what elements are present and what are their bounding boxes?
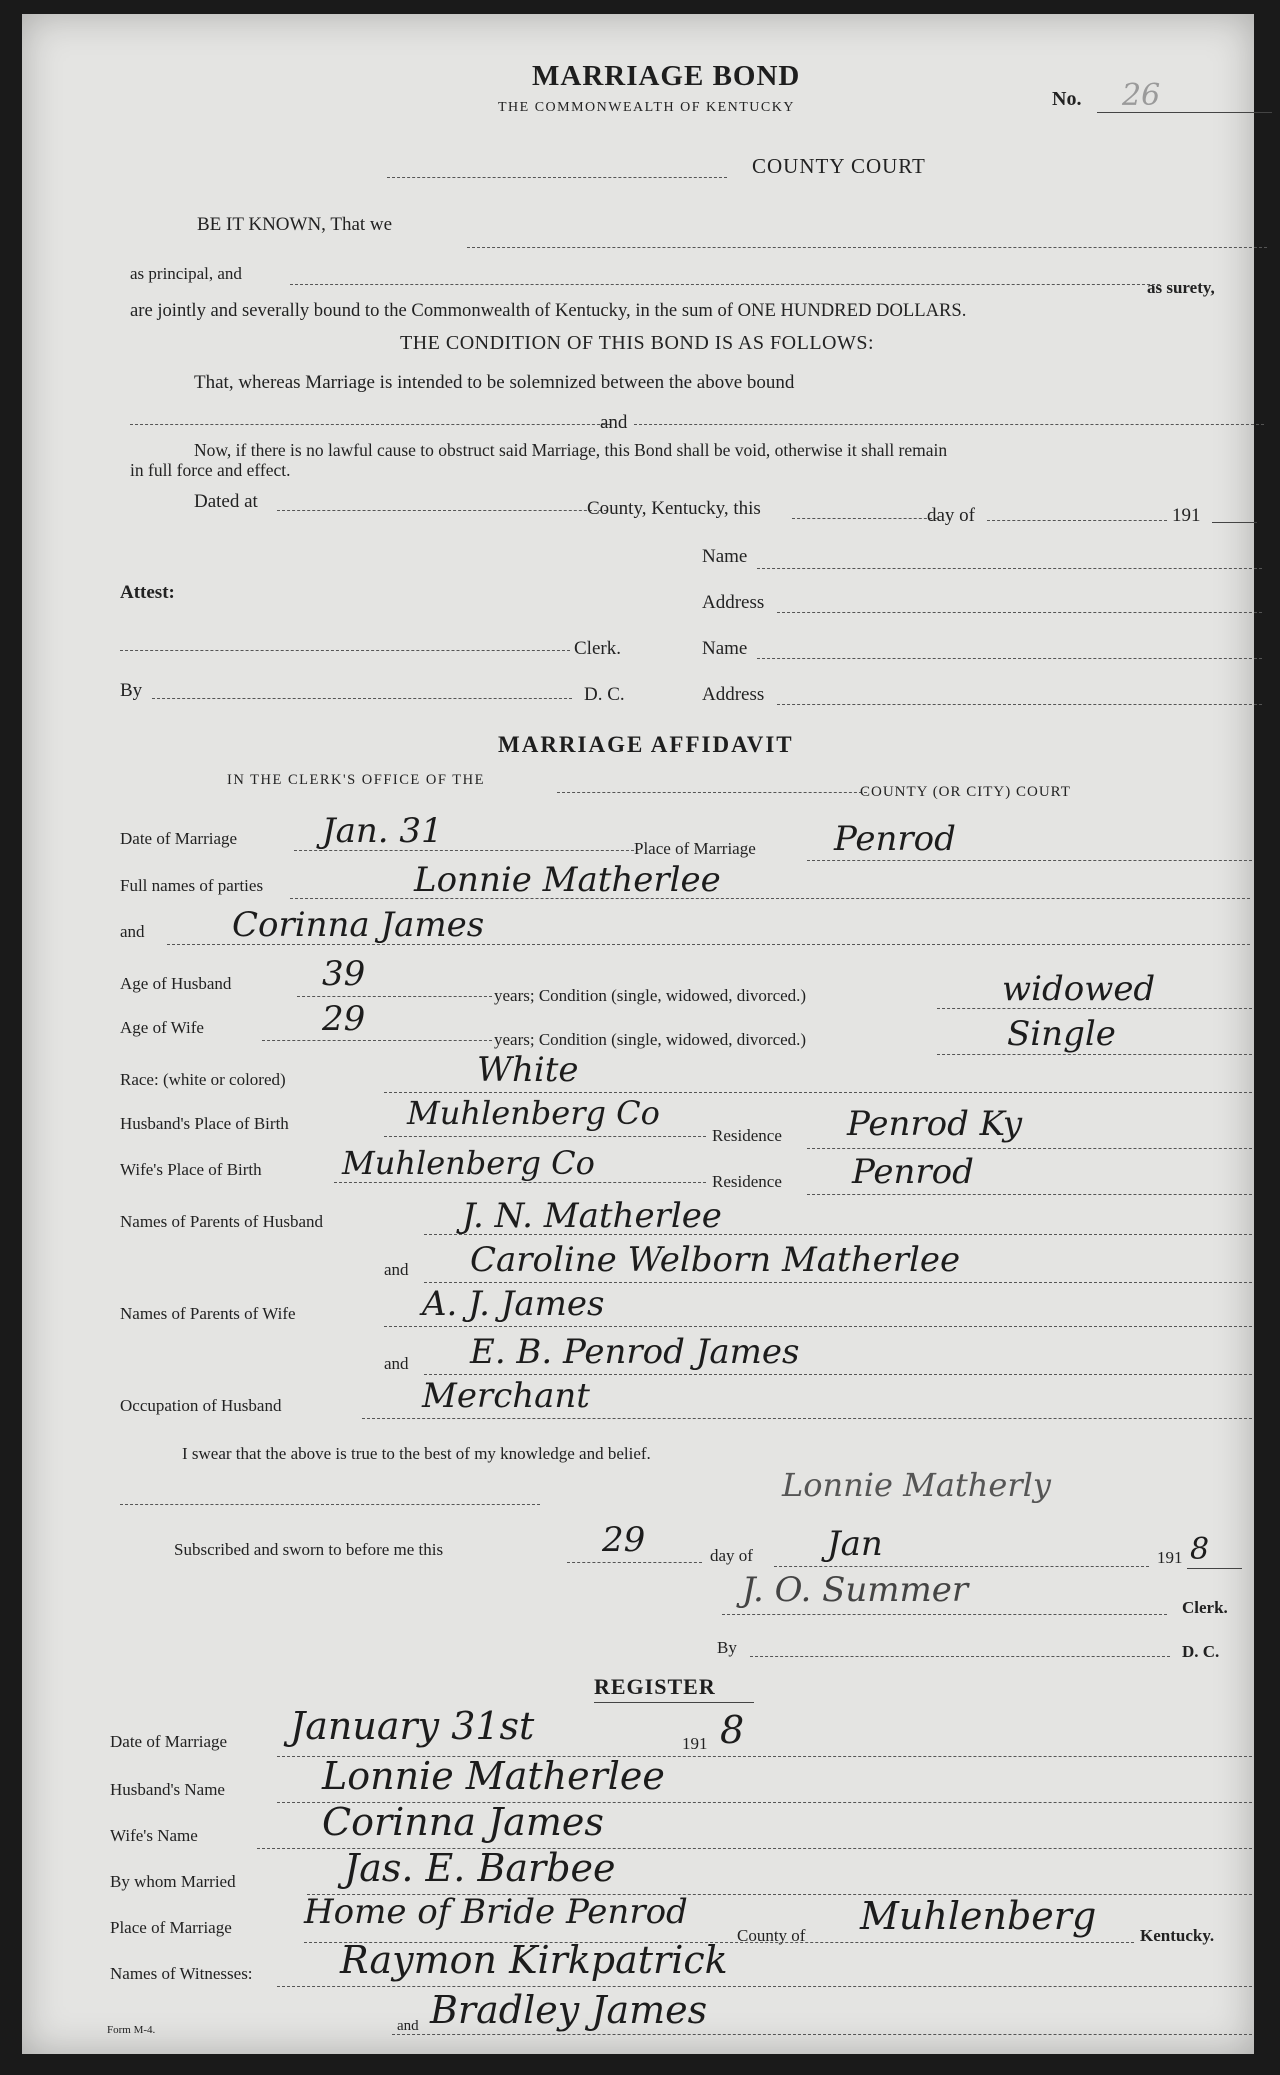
principal-name-line xyxy=(467,247,1267,248)
parents-wife-label: Names of Parents of Wife xyxy=(120,1304,296,1323)
wife-father-value: A. J. James xyxy=(422,1284,605,1324)
husband-birth-label: Husband's Place of Birth xyxy=(120,1114,289,1133)
whereas-text: That, whereas Marriage is intended to be solemnized between the above bound xyxy=(194,372,795,393)
surety-1-address-label: Address xyxy=(702,592,765,613)
attest-clerk-label: Clerk. xyxy=(574,638,621,659)
dated-year: 191 xyxy=(1172,505,1201,526)
clerk-signature: J. O. Summer xyxy=(742,1570,969,1610)
husband-condition-line xyxy=(937,1008,1252,1009)
dated-at-line xyxy=(277,510,607,511)
form-number: Form M-4. xyxy=(107,2024,156,2036)
register-date-value: January 31st xyxy=(290,1704,535,1748)
sworn-year-prefix: 191 xyxy=(1157,1548,1183,1567)
wife-father-line xyxy=(384,1326,1252,1327)
affidavit-clerk-label: Clerk. xyxy=(1182,1598,1228,1617)
dated-year-line xyxy=(1212,522,1257,523)
register-witness-1-line xyxy=(277,1986,1252,1987)
jointly-bound: are jointly and severally bound to the Commonwealth of Kentucky, in the sum of ONE HUNDRED DOLLARS. xyxy=(130,300,967,321)
bond-subtitle: THE COMMONWEALTH OF KENTUCKY xyxy=(498,100,795,115)
now-if-text: Now, if there is no lawful cause to obstruct said Marriage, this Bond shall be void, otherwise it shall remain xyxy=(194,440,948,460)
wife-years-condition: years; Condition (single, widowed, divorced.) xyxy=(494,1030,807,1049)
place-of-marriage-value: Penrod xyxy=(834,819,956,859)
age-wife-value: 29 xyxy=(322,999,366,1039)
party-one-line xyxy=(130,424,610,425)
affidavit-title: MARRIAGE AFFIDAVIT xyxy=(498,732,794,757)
date-of-marriage-line xyxy=(294,850,634,851)
wife-mother-and: and xyxy=(384,1354,409,1373)
surety-name-line xyxy=(290,284,1160,285)
sworn-year-suffix: 8 xyxy=(1190,1532,1210,1567)
wife-residence-line xyxy=(807,1194,1252,1195)
date-of-marriage-value: Jan. 31 xyxy=(322,811,443,851)
age-wife-label: Age of Wife xyxy=(120,1018,204,1037)
register-place-value: Home of Bride Penrod xyxy=(304,1892,688,1932)
wife-mother-line xyxy=(424,1374,1252,1375)
sworn-day-line xyxy=(567,1562,702,1563)
bond-number-value: 26 xyxy=(1122,78,1161,113)
husband-full-name: Lonnie Matherlee xyxy=(414,860,721,900)
subscribed-text: Subscribed and sworn to before me this xyxy=(174,1540,444,1559)
county-kentucky-this: County, Kentucky, this xyxy=(587,498,761,519)
wife-condition-value: Single xyxy=(1007,1014,1116,1054)
affidavit-by-line xyxy=(750,1656,1170,1657)
dated-at: Dated at xyxy=(194,491,258,512)
husband-father-line xyxy=(424,1234,1252,1235)
register-year-prefix: 191 xyxy=(682,1734,708,1753)
register-witness-2-line xyxy=(392,2034,1252,2035)
attest-clerk-line xyxy=(120,650,570,651)
wife-birth-value: Muhlenberg Co xyxy=(342,1144,595,1182)
race-value: White xyxy=(477,1050,579,1090)
full-names-and: and xyxy=(120,922,145,941)
surety-2-address-label: Address xyxy=(702,684,765,705)
husband-residence-value: Penrod Ky xyxy=(847,1104,1023,1144)
wife-full-name: Corinna James xyxy=(232,905,485,945)
sworn-year-line xyxy=(1187,1568,1242,1569)
wife-mother-value: E. B. Penrod James xyxy=(470,1332,800,1372)
sworn-month-value: Jan xyxy=(827,1524,883,1564)
full-force-text: in full force and effect. xyxy=(130,460,291,480)
condition-heading: THE CONDITION OF THIS BOND IS AS FOLLOWS: xyxy=(400,332,875,354)
bond-county-court: COUNTY COURT xyxy=(752,154,926,178)
occupation-value: Merchant xyxy=(422,1376,590,1416)
occupation-line xyxy=(362,1418,1252,1419)
whereas-and: and xyxy=(600,412,628,433)
husband-full-name-line xyxy=(290,898,1250,899)
dated-month-line xyxy=(987,520,1167,521)
affiant-line xyxy=(120,1504,540,1505)
register-date-label: Date of Marriage xyxy=(110,1732,228,1751)
date-of-marriage-label: Date of Marriage xyxy=(120,829,238,848)
husband-residence-label: Residence xyxy=(712,1126,782,1145)
dated-day-of: day of xyxy=(927,505,976,526)
husband-years-condition: years; Condition (single, widowed, divorced.) xyxy=(494,986,807,1005)
race-label: Race: (white or colored) xyxy=(120,1070,286,1089)
affidavit-by-label: By xyxy=(717,1638,737,1657)
register-by-whom-value: Jas. E. Barbee xyxy=(344,1846,616,1890)
bond-title: MARRIAGE BOND xyxy=(532,60,801,92)
husband-mother-value: Caroline Welborn Matherlee xyxy=(470,1240,961,1280)
register-place-label: Place of Marriage xyxy=(110,1918,232,1937)
register-by-whom-label: By whom Married xyxy=(110,1872,236,1891)
wife-condition-line xyxy=(937,1054,1252,1055)
sworn-day-value: 29 xyxy=(602,1520,646,1560)
dated-day-line xyxy=(792,518,937,519)
in-clerks-office: IN THE CLERK'S OFFICE OF THE xyxy=(227,772,485,788)
husband-birth-value: Muhlenberg Co xyxy=(407,1094,660,1132)
age-husband-label: Age of Husband xyxy=(120,974,232,993)
register-county-value: Muhlenberg xyxy=(860,1894,1097,1938)
as-principal: as principal, and xyxy=(130,264,242,283)
bond-by-line xyxy=(152,698,572,699)
place-of-marriage-line xyxy=(807,860,1252,861)
husband-residence-line xyxy=(807,1148,1252,1149)
register-year-suffix: 8 xyxy=(720,1708,745,1752)
bond-number-label: No. xyxy=(1052,88,1082,110)
sworn-month-line xyxy=(774,1566,1149,1567)
bond-dc-label: D. C. xyxy=(584,684,625,705)
parents-husband-label: Names of Parents of Husband xyxy=(120,1212,324,1231)
affidavit-county-line xyxy=(557,792,867,793)
surety-2-name-line xyxy=(757,658,1262,659)
wife-full-name-line xyxy=(167,944,1250,945)
register-witness-1: Raymon Kirkpatrick xyxy=(340,1938,728,1982)
husband-condition-value: widowed xyxy=(1002,969,1156,1009)
register-husband-value: Lonnie Matherlee xyxy=(322,1754,665,1798)
age-wife-line xyxy=(262,1040,492,1041)
surety-1-name-label: Name xyxy=(702,546,748,567)
age-husband-line xyxy=(297,996,492,997)
husband-mother-line xyxy=(424,1282,1252,1283)
county-court-line xyxy=(387,177,727,178)
race-line xyxy=(384,1092,1252,1093)
husband-birth-line xyxy=(384,1136,706,1137)
register-husband-label: Husband's Name xyxy=(110,1780,225,1799)
register-wife-value: Corinna James xyxy=(322,1800,604,1844)
wife-residence-label: Residence xyxy=(712,1172,782,1191)
be-it-known: BE IT KNOWN, That we xyxy=(197,214,393,235)
wife-birth-line xyxy=(334,1182,706,1183)
as-surety: as surety, xyxy=(1147,278,1215,297)
register-witness-2: Bradley James xyxy=(430,1988,708,2032)
register-kentucky: Kentucky. xyxy=(1140,1926,1215,1945)
surety-1-name-line xyxy=(757,568,1262,569)
document-page xyxy=(22,14,1254,2054)
applicant-signature: Lonnie Matherly xyxy=(782,1466,1051,1504)
wife-residence-value: Penrod xyxy=(852,1152,974,1192)
full-names-label: Full names of parties xyxy=(120,876,264,895)
surety-2-address-line xyxy=(777,704,1262,705)
register-witnesses-label: Names of Witnesses: xyxy=(110,1964,253,1983)
occupation-label: Occupation of Husband xyxy=(120,1396,282,1415)
wife-birth-label: Wife's Place of Birth xyxy=(120,1160,262,1179)
age-husband-value: 39 xyxy=(322,954,366,994)
party-two-line xyxy=(634,424,1264,425)
register-witness-and: and xyxy=(397,2018,419,2034)
bond-number-line xyxy=(1097,112,1272,113)
attest-label: Attest: xyxy=(120,582,175,603)
bond-by-label: By xyxy=(120,680,143,701)
husband-father-value: J. N. Matherlee xyxy=(462,1196,722,1236)
husband-mother-and: and xyxy=(384,1260,409,1279)
surety-2-name-label: Name xyxy=(702,638,748,659)
clerk-signature-line xyxy=(722,1614,1167,1615)
register-county-of: County of xyxy=(737,1926,806,1945)
register-title-underline xyxy=(594,1702,754,1703)
county-or-city-court: COUNTY (OR CITY) COURT xyxy=(860,784,1071,800)
sworn-day-of: day of xyxy=(710,1546,753,1565)
register-wife-label: Wife's Name xyxy=(110,1826,198,1845)
place-of-marriage-label: Place of Marriage xyxy=(634,839,756,858)
register-title: REGISTER xyxy=(594,1674,716,1699)
swear-text: I swear that the above is true to the best of my knowledge and belief. xyxy=(182,1444,651,1463)
affidavit-dc-label: D. C. xyxy=(1182,1642,1220,1661)
surety-1-address-line xyxy=(777,612,1262,613)
